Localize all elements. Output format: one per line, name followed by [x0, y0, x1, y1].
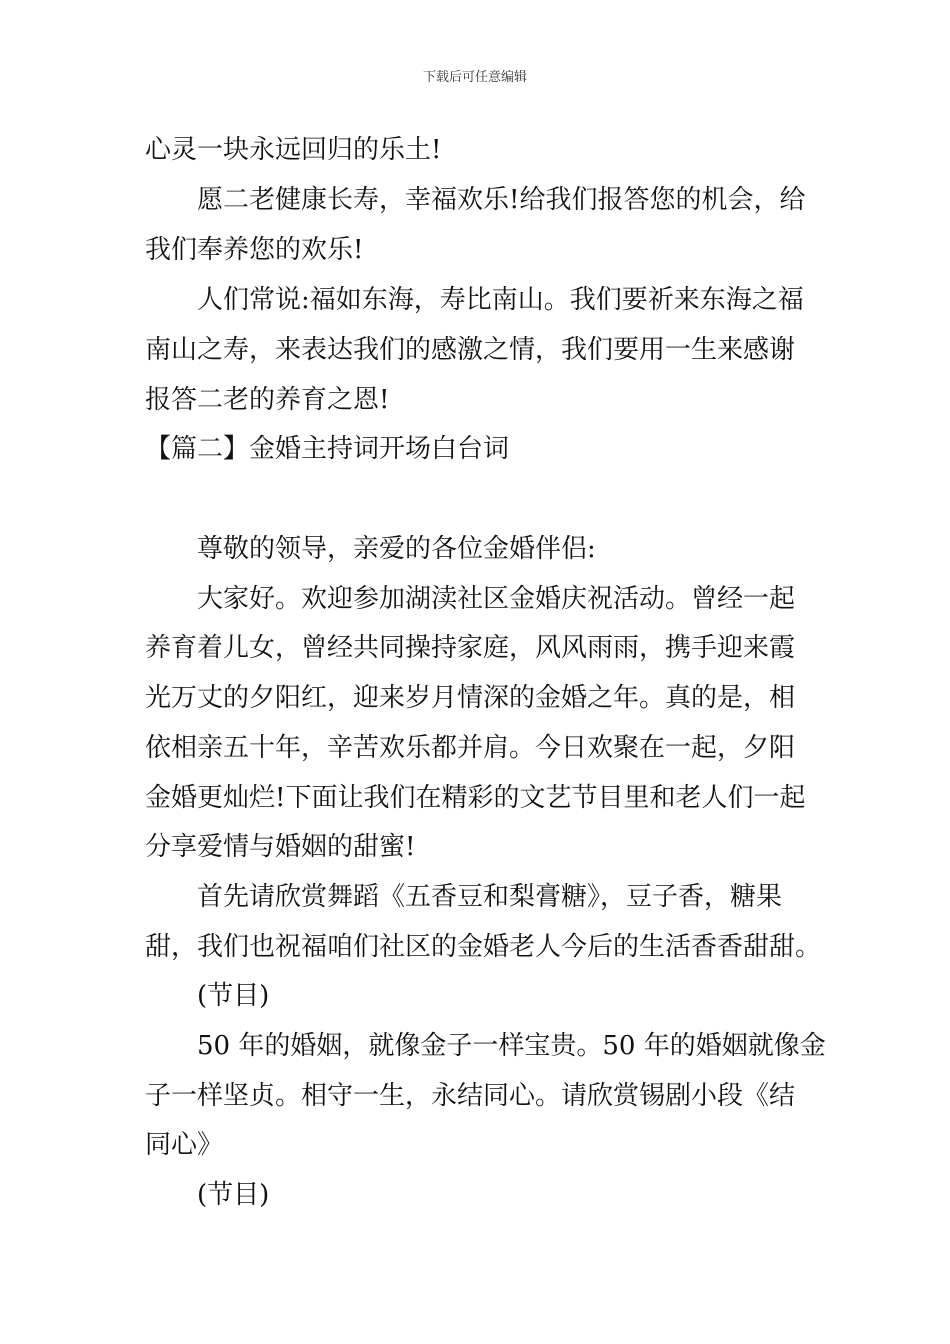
- paragraph-line: 同心》: [145, 1130, 224, 1160]
- paragraph-line: 养育着儿女，曾经共同操持家庭，风风雨雨，携手迎来霞: [145, 633, 796, 663]
- program-note: (节目): [197, 981, 270, 1011]
- paragraph-line: 50 年的婚姻，就像金子一样宝贵。50 年的婚姻就像金: [197, 1031, 826, 1061]
- paragraph-line: 依相亲五十年，辛苦欢乐都并肩。今日欢聚在一起，夕阳: [145, 733, 796, 763]
- paragraph-line: 心灵一块永远回归的乐土!: [145, 135, 442, 165]
- paragraph-line: 子一样坚贞。相守一生，永结同心。请欣赏锡剧小段《结: [145, 1081, 796, 1111]
- paragraph-line: 人们常说:福如东海，寿比南山。我们要祈来东海之福: [197, 285, 804, 315]
- section-heading: 【篇二】金婚主持词开场白台词: [145, 434, 510, 464]
- paragraph-line: 甜，我们也祝福咱们社区的金婚老人今后的生活香香甜甜。: [145, 932, 822, 962]
- paragraph-line: 光万丈的夕阳红，迎来岁月情深的金婚之年。真的是，相: [145, 683, 796, 713]
- paragraph-line: 南山之寿，来表达我们的感激之情，我们要用一生来感谢: [145, 335, 796, 365]
- paragraph-line: 愿二老健康长寿，幸福欢乐!给我们报答您的机会，给: [197, 185, 806, 215]
- paragraph-line: 首先请欣赏舞蹈《五香豆和梨膏糖》，豆子香，糖果: [197, 882, 783, 912]
- program-note: (节目): [197, 1180, 270, 1210]
- salutation-line: 尊敬的领导，亲爱的各位金婚伴侣:: [197, 534, 596, 564]
- paragraph-line: 金婚更灿烂!下面让我们在精彩的文艺节目里和老人们一起: [145, 783, 806, 813]
- paragraph-line: 分享爱情与婚姻的甜蜜!: [145, 832, 416, 862]
- header-note: 下载后可任意编辑: [422, 70, 527, 85]
- paragraph-line: 我们奉养您的欢乐!: [145, 235, 364, 265]
- paragraph-line: 大家好。欢迎参加湖渎社区金婚庆祝活动。曾经一起: [197, 584, 796, 614]
- paragraph-line: 报答二老的养育之恩!: [145, 385, 390, 415]
